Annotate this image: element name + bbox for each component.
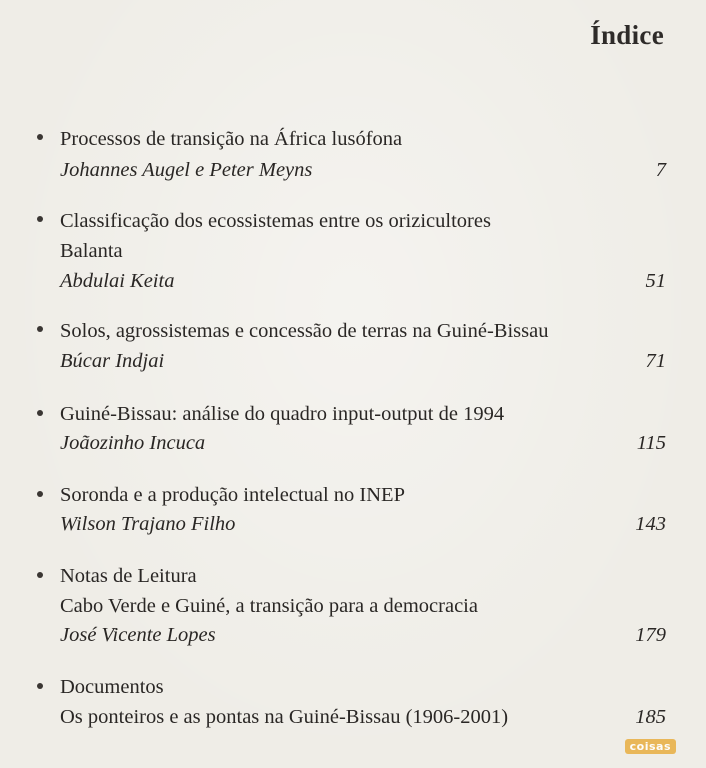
toc-entry-page: 7 bbox=[655, 159, 666, 181]
toc-entry-author: Wilson Trajano Filho bbox=[60, 513, 236, 535]
toc-entry-author: Johannes Augel e Peter Meyns bbox=[60, 159, 313, 181]
toc-entry-title: Solos, agrossistemas e concessão de terras na Guiné-Bissau bbox=[60, 320, 549, 342]
bullet-icon bbox=[37, 326, 43, 332]
toc-entry-page: 71 bbox=[645, 350, 666, 372]
toc-entry-page: 51 bbox=[645, 270, 666, 292]
toc-entry-author: Joãozinho Incuca bbox=[60, 432, 206, 454]
toc-entry-page: 143 bbox=[635, 513, 666, 535]
toc-entry-title: Classificação dos ecossistemas entre os orizicultores bbox=[60, 210, 491, 232]
toc-entry-title-continued: Cabo Verde e Guiné, a transição para a democracia bbox=[60, 595, 478, 617]
page-title: Índice bbox=[590, 20, 664, 50]
toc-entry-author: José Vicente Lopes bbox=[60, 624, 216, 646]
bullet-icon bbox=[37, 491, 43, 497]
bullet-icon bbox=[37, 216, 43, 222]
toc-entry-title: Processos de transição na África lusófona bbox=[60, 128, 403, 150]
toc-entry-page: 179 bbox=[635, 624, 666, 646]
bullet-icon bbox=[37, 410, 43, 416]
toc-entry-title: Documentos bbox=[60, 676, 164, 698]
toc-entry-title: Guiné-Bissau: análise do quadro input-output de 1994 bbox=[60, 403, 505, 425]
watermark-logo: coisas bbox=[625, 739, 676, 754]
toc-entry-title-continued: Os ponteiros e as pontas na Guiné-Bissau (1906-2001) bbox=[60, 706, 509, 728]
bullet-icon bbox=[37, 683, 43, 689]
toc-entry-page: 115 bbox=[636, 432, 666, 454]
toc-entry-page: 185 bbox=[635, 706, 666, 728]
bullet-icon bbox=[37, 134, 43, 140]
toc-entry-author: Búcar Indjai bbox=[60, 350, 165, 372]
toc-entry-title: Soronda e a produção intelectual no INEP bbox=[60, 484, 405, 506]
toc-entry-author: Abdulai Keita bbox=[60, 270, 175, 292]
bullet-icon bbox=[37, 572, 43, 578]
toc-entry-title: Notas de Leitura bbox=[60, 565, 197, 587]
toc-entry-title-continued: Balanta bbox=[60, 240, 123, 262]
